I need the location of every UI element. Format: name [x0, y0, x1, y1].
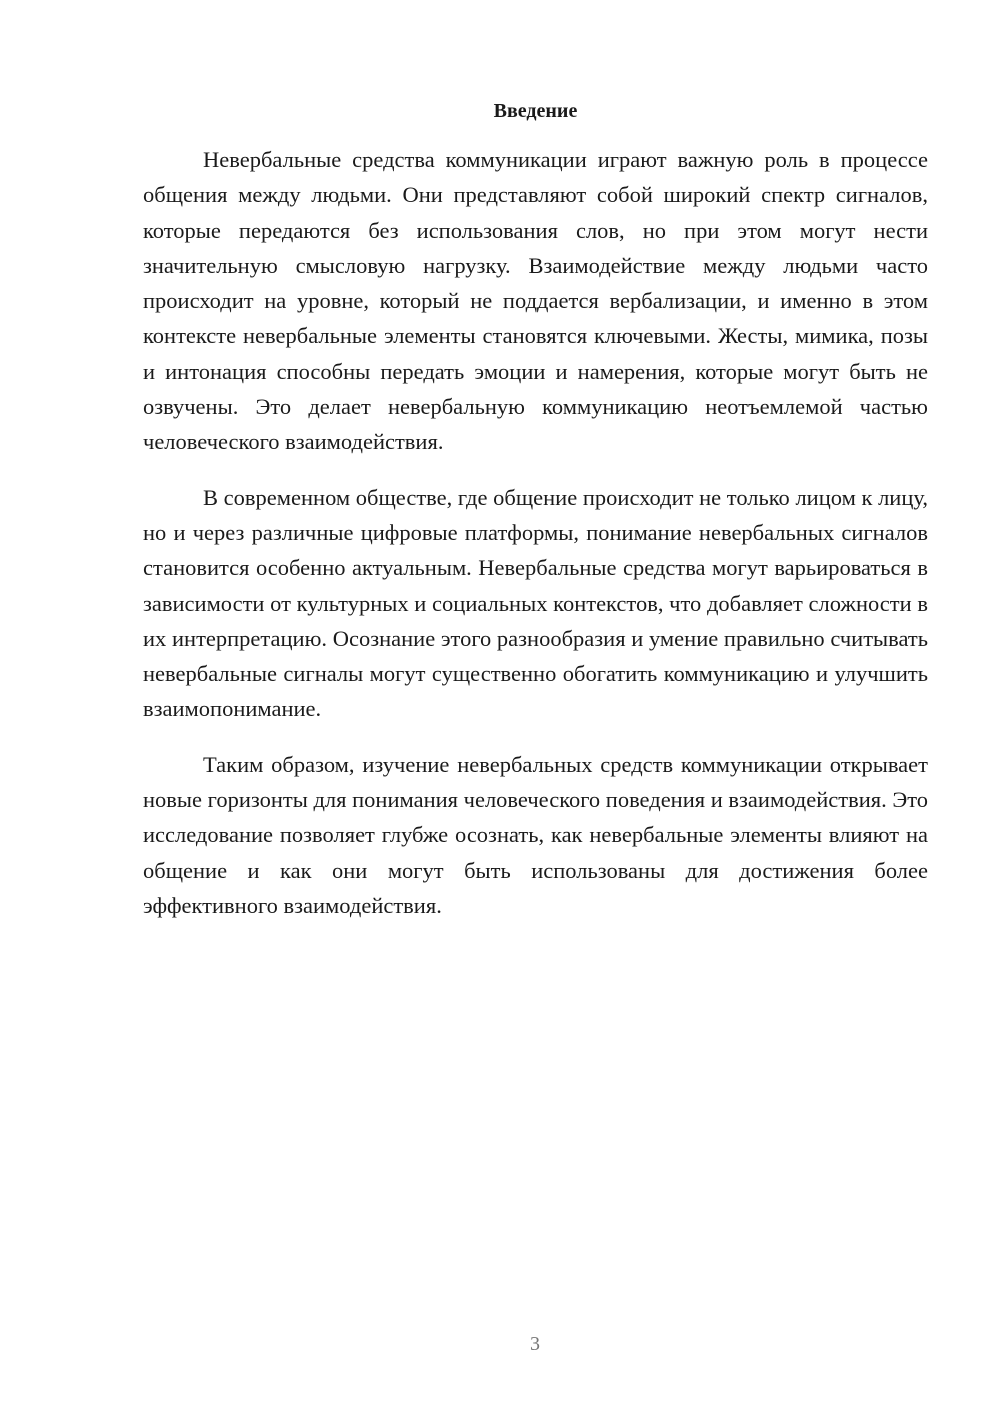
paragraph-2: В современном обществе, где общение происходит не только лицом к лицу, но и через различные цифровые платформы, понимание невербальных сигналов становится особенно актуальным. Невербальные средства могут варьироваться в зависимости от культурных и социальных контекстов, что добавляет сложности в их интерпретацию. Осознание этого разнообразия и умение правильно считывать невербальные сигналы могут существенно обогатить коммуникацию и улучшить взаимопонимание.: [143, 484, 928, 722]
page-number: 3: [530, 1333, 540, 1355]
document-body: [143, 95, 928, 923]
section-heading: Введение: [493, 100, 578, 122]
paragraph-3: Таким образом, изучение невербальных средств коммуникации открывает новые горизонты для понимания человеческого поведения и взаимодействия. Это исследование позволяет глубже осознать, как невербальные элементы влияют на общение и как они могут быть использованы для достижения более эффективного взаимодействия.: [143, 751, 928, 918]
paragraph-1: Невербальные средства коммуникации играют важную роль в процессе общения между людьми. Они представляют собой широкий спектр сигналов, которые передаются без использования слов, но при этом могут нести значительную смысловую нагрузку. Взаимодействие между людьми часто происходит на уровне, который не поддается вербализации, и именно в этом контексте невербальные элементы становятся ключевыми. Жесты, мимика, позы и интонация способны передать эмоции и намерения, которые могут быть не озвучены. Это делает невербальную коммуникацию неотъемлемой частью человеческого взаимодействия.: [143, 147, 928, 455]
